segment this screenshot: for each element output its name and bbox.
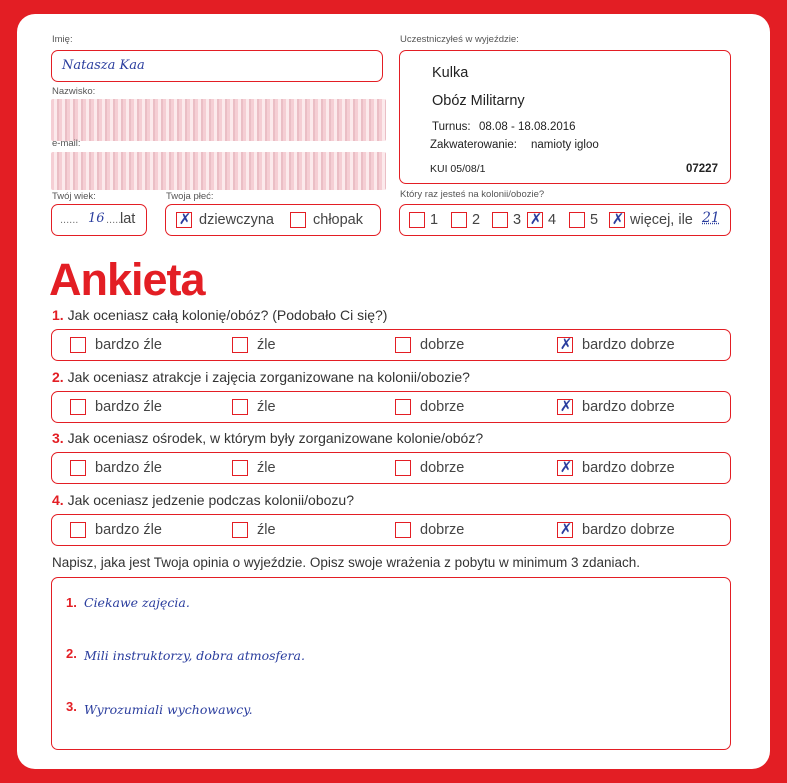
question-4-options — [51, 514, 731, 546]
gender-male-checkbox[interactable] — [290, 212, 306, 228]
question-1: 1. Jak oceniasz całą kolonię/obóz? (Podobało Ci się?) — [52, 307, 388, 323]
visits-4-label: 4 — [548, 212, 557, 228]
camp-number: 07227 — [686, 163, 718, 175]
opinion-line-3: Wyrozumiali wychowawcy. — [84, 702, 253, 717]
visits-5-checkbox[interactable] — [569, 212, 585, 228]
survey-sheet — [17, 14, 770, 769]
turnus-value: 08.08 - 18.08.2016 — [479, 121, 576, 133]
accommodation-label: Zakwaterowanie: — [430, 139, 517, 151]
q1-very-bad-checkbox[interactable] — [70, 337, 86, 353]
age-value: 16 — [88, 211, 105, 226]
question-3: 3. Jak oceniasz ośrodek, w którym były zorganizowane kolonie/obóz? — [52, 430, 484, 446]
check-x-icon: ✗ — [559, 335, 573, 353]
opinion-line-2: Mili instruktorzy, dobra atmosfera. — [84, 648, 305, 663]
question-2-options — [51, 391, 731, 423]
email-redacted — [51, 152, 386, 190]
check-x-icon: ✗ — [559, 397, 573, 415]
q1-good-label: dobrze — [420, 337, 465, 353]
visits-3-checkbox[interactable] — [492, 212, 508, 228]
last-name-redacted — [51, 99, 386, 141]
camp-info-box — [399, 50, 731, 184]
check-x-icon: ✗ — [178, 210, 192, 228]
gender-label: Twoja płeć: — [166, 191, 214, 202]
opinion-prompt: Napisz, jaka jest Twoja opinia o wyjeździe. Opisz swoje wrażenia z pobytu w minimum 3 zdaniach. — [52, 555, 641, 570]
first-name-value: Natasza Kaa — [62, 58, 145, 73]
q4-very-good-label: bardzo dobrze — [582, 522, 675, 538]
q1-very-good-label: bardzo dobrze — [582, 337, 675, 353]
check-x-icon: ✗ — [529, 210, 543, 228]
visits-more-value: 21 — [702, 210, 720, 226]
q4-very-bad-checkbox[interactable] — [70, 522, 86, 538]
q1-very-good-checkbox[interactable] — [557, 337, 573, 353]
q4-bad-label: źle — [257, 522, 276, 538]
visits-3-label: 3 — [513, 212, 522, 228]
q3-bad-checkbox[interactable] — [232, 460, 248, 476]
visits-4-checkbox[interactable] — [527, 212, 543, 228]
first-name-field[interactable] — [51, 50, 383, 82]
q2-bad-label: źle — [257, 399, 276, 415]
q2-very-bad-checkbox[interactable] — [70, 399, 86, 415]
last-name-label: Nazwisko: — [52, 86, 96, 97]
q2-good-label: dobrze — [420, 399, 465, 415]
email-label: e-mail: — [52, 138, 81, 149]
question-4: 4. Jak oceniasz jedzenie podczas kolonii/obozu? — [52, 492, 354, 508]
question-2: 2. Jak oceniasz atrakcje i zajęcia zorganizowane na kolonii/obozie? — [52, 369, 470, 385]
q2-very-bad-label: bardzo źle — [95, 399, 162, 415]
opinion-line-1: Ciekawe zajęcia. — [84, 595, 190, 610]
opinion-line-2-number: 2. — [66, 646, 77, 661]
question-3-options — [51, 452, 731, 484]
gender-male-label: chłopak — [313, 212, 363, 228]
q4-good-checkbox[interactable] — [395, 522, 411, 538]
age-field[interactable]: ...... 16 ...... lat — [51, 204, 147, 236]
q2-good-checkbox[interactable] — [395, 399, 411, 415]
check-x-icon: ✗ — [611, 210, 625, 228]
camp-name: Obóz Militarny — [432, 93, 525, 109]
gender-female-checkbox[interactable] — [176, 212, 192, 228]
q3-very-bad-label: bardzo źle — [95, 460, 162, 476]
q3-bad-label: źle — [257, 460, 276, 476]
q1-bad-label: źle — [257, 337, 276, 353]
q2-very-good-label: bardzo dobrze — [582, 399, 675, 415]
q1-good-checkbox[interactable] — [395, 337, 411, 353]
camp-label: Uczestniczyłeś w wyjeździe: — [400, 34, 519, 45]
question-1-options — [51, 329, 731, 361]
accommodation-value: namioty igloo — [531, 139, 599, 151]
first-name-label: Imię: — [52, 34, 73, 45]
q3-very-bad-checkbox[interactable] — [70, 460, 86, 476]
q2-very-good-checkbox[interactable] — [557, 399, 573, 415]
turnus-label: Turnus: — [432, 121, 471, 133]
visits-label: Który raz jesteś na kolonii/obozie? — [400, 189, 545, 200]
visits-more-label: więcej, ile — [630, 212, 693, 228]
gender-female-label: dziewczyna — [199, 212, 274, 228]
q3-good-checkbox[interactable] — [395, 460, 411, 476]
opinion-textarea[interactable] — [51, 577, 731, 750]
q4-very-bad-label: bardzo źle — [95, 522, 162, 538]
gender-field — [165, 204, 381, 236]
q4-good-label: dobrze — [420, 522, 465, 538]
q2-bad-checkbox[interactable] — [232, 399, 248, 415]
opinion-line-1-number: 1. — [66, 595, 77, 610]
survey-title: Ankieta — [49, 254, 205, 305]
visits-more-checkbox[interactable] — [609, 212, 625, 228]
q1-very-bad-label: bardzo źle — [95, 337, 162, 353]
visits-1-label: 1 — [430, 212, 439, 228]
age-label: Twój wiek: — [52, 191, 96, 202]
visits-2-checkbox[interactable] — [451, 212, 467, 228]
visits-1-checkbox[interactable] — [409, 212, 425, 228]
q3-good-label: dobrze — [420, 460, 465, 476]
visits-2-label: 2 — [472, 212, 481, 228]
opinion-line-3-number: 3. — [66, 699, 77, 714]
q1-bad-checkbox[interactable] — [232, 337, 248, 353]
check-x-icon: ✗ — [559, 458, 573, 476]
q4-very-good-checkbox[interactable] — [557, 522, 573, 538]
visits-field — [399, 204, 731, 236]
check-x-icon: ✗ — [559, 520, 573, 538]
visits-5-label: 5 — [590, 212, 599, 228]
camp-organizer: Kulka — [432, 65, 469, 81]
q4-bad-checkbox[interactable] — [232, 522, 248, 538]
camp-code: KUI 05/08/1 — [430, 163, 486, 175]
q3-very-good-label: bardzo dobrze — [582, 460, 675, 476]
age-unit: lat — [120, 211, 136, 227]
q3-very-good-checkbox[interactable] — [557, 460, 573, 476]
